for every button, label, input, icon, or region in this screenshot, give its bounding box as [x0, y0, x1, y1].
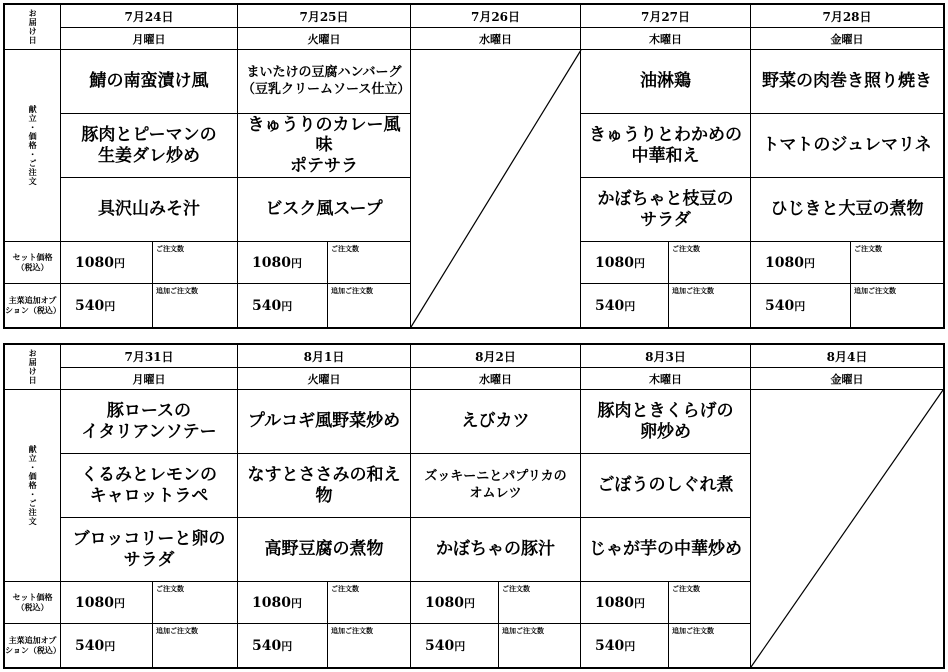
weekday-text: 金曜日	[830, 32, 864, 46]
dish-name: えびカツ	[461, 411, 530, 432]
date-text: 8月4日	[826, 349, 868, 364]
dish-cell	[238, 454, 411, 518]
dish-name: ズッキーニとパプリカの オムレツ	[424, 469, 567, 501]
set-price-value: 1080	[252, 594, 291, 611]
dish-name: ごぼうのしぐれ煮	[597, 475, 734, 496]
yen-unit: 円	[281, 639, 293, 653]
dish-name: かぼちゃの豚汁	[436, 539, 555, 560]
yen-unit: 円	[104, 639, 116, 653]
extra-order-count-label: 追加ご注文数	[672, 286, 714, 295]
dish-cell	[238, 114, 411, 178]
extra-order-count-label: 追加ご注文数	[156, 286, 198, 295]
option-price	[411, 624, 499, 667]
weekday	[238, 368, 411, 390]
option-label	[5, 624, 61, 667]
date-text: 7月26日	[470, 9, 521, 24]
option-price-value: 540	[595, 637, 625, 654]
dish-cell	[581, 518, 751, 582]
dish-name: かぼちゃと枝豆の サラダ	[597, 189, 734, 230]
dish-cell	[751, 114, 943, 178]
order-count-field[interactable]	[669, 242, 751, 284]
dish-cell	[61, 178, 238, 242]
extra-order-count-field[interactable]	[669, 284, 751, 327]
weekday-text: 火曜日	[307, 372, 341, 386]
dish-cell	[751, 50, 943, 114]
diagonal-line	[751, 390, 943, 667]
date-text: 7月27日	[640, 9, 691, 24]
weekday-text: 火曜日	[307, 32, 341, 46]
dish-cell	[411, 454, 581, 518]
dish-name: なすとささみの和え物	[247, 465, 401, 506]
weekday	[411, 368, 581, 390]
yen-unit: 円	[794, 299, 806, 313]
weekday	[751, 368, 943, 390]
delivery-date	[751, 5, 943, 28]
delivery-date	[751, 345, 943, 368]
set-price	[61, 582, 153, 624]
option-price	[581, 284, 669, 327]
yen-unit: 円	[633, 256, 645, 270]
option-price-value: 540	[765, 297, 795, 314]
set-price-label-text: セット価格（税込）	[12, 592, 53, 612]
extra-order-count-label: 追加ご注文数	[156, 626, 198, 635]
option-price-value: 540	[425, 637, 455, 654]
dish-name: プルコギ風野菜炒め	[247, 411, 401, 432]
order-count-label: ご注文数	[331, 584, 359, 593]
order-count-label: ご注文数	[672, 584, 700, 593]
option-price-value: 540	[252, 297, 282, 314]
week-table	[3, 3, 945, 329]
extra-order-count-label: 追加ご注文数	[502, 626, 544, 635]
order-count-label: ご注文数	[502, 584, 530, 593]
delivery-date	[411, 5, 581, 28]
yen-unit: 円	[281, 299, 293, 313]
set-price-value: 1080	[425, 594, 464, 611]
dish-cell	[61, 50, 238, 114]
set-price	[751, 242, 851, 284]
weekday-text: 月曜日	[132, 372, 166, 386]
delivery-date-label	[5, 5, 61, 50]
option-label-text: 主菜追加オプション（税込）	[5, 295, 61, 315]
dish-cell	[61, 454, 238, 518]
yen-unit: 円	[633, 596, 645, 610]
option-price-value: 540	[252, 637, 282, 654]
dish-cell	[61, 518, 238, 582]
set-price	[581, 242, 669, 284]
weekday-text: 水曜日	[479, 372, 512, 386]
extra-order-count-label: 追加ご注文数	[854, 286, 896, 295]
delivery-date-text: お届け日	[28, 349, 39, 385]
dish-name: 高野豆腐の煮物	[264, 539, 384, 560]
dish-cell	[238, 50, 411, 114]
weekday-text: 木曜日	[649, 372, 682, 386]
dish-name: ブロッコリーと卵の サラダ	[72, 529, 226, 570]
dish-name: ビスク風スープ	[265, 199, 383, 220]
extra-order-count-field[interactable]	[328, 624, 411, 667]
dish-name: きゅうりとわかめの 中華和え	[589, 125, 742, 166]
extra-order-count-field[interactable]	[153, 624, 238, 667]
option-label-text: 主菜追加オプション（税込）	[5, 635, 61, 655]
dish-name: 油淋鶏	[640, 71, 691, 92]
weekday	[411, 28, 581, 50]
menu-price-order-text: 献立・価格・ご注文	[28, 105, 39, 186]
set-price	[581, 582, 669, 624]
dish-cell	[581, 114, 751, 178]
set-price-value: 1080	[75, 254, 114, 271]
delivery-date	[581, 5, 751, 28]
weekday-text: 木曜日	[649, 32, 682, 46]
yen-unit: 円	[803, 256, 815, 270]
dish-name: まいたけの豆腐ハンバーグ （豆乳クリームソース仕立）	[242, 65, 411, 97]
set-price-value: 1080	[595, 254, 634, 271]
set-price	[238, 582, 328, 624]
dish-name: 豚肉とピーマンの 生姜ダレ炒め	[81, 125, 217, 166]
dish-cell	[581, 178, 751, 242]
set-price-value: 1080	[765, 254, 804, 271]
yen-unit: 円	[104, 299, 116, 313]
order-count-field[interactable]	[153, 582, 238, 624]
dish-name: ひじきと大豆の煮物	[770, 199, 924, 220]
order-count-label: ご注文数	[331, 244, 359, 253]
option-price-value: 540	[595, 297, 625, 314]
order-count-field[interactable]	[669, 582, 751, 624]
set-price	[411, 582, 499, 624]
extra-order-count-label: 追加ご注文数	[672, 626, 714, 635]
extra-order-count-field[interactable]	[851, 284, 943, 327]
yen-unit: 円	[290, 256, 302, 270]
set-price-label-text: セット価格（税込）	[12, 252, 53, 272]
menu-price-order-label	[5, 50, 61, 242]
option-price	[751, 284, 851, 327]
dish-cell	[238, 178, 411, 242]
option-price-value: 540	[75, 297, 105, 314]
option-price	[238, 624, 328, 667]
weekday	[581, 368, 751, 390]
order-count-label: ご注文数	[156, 244, 184, 253]
yen-unit: 円	[624, 639, 636, 653]
weekday	[751, 28, 943, 50]
set-price-value: 1080	[75, 594, 114, 611]
dish-name: じゃが芋の中華炒め	[589, 539, 742, 560]
option-price-value: 540	[75, 637, 105, 654]
order-count-label: ご注文数	[854, 244, 882, 253]
date-text: 8月1日	[303, 349, 345, 364]
option-price	[61, 284, 153, 327]
delivery-date-label	[5, 345, 61, 390]
dish-cell	[61, 114, 238, 178]
dish-cell	[581, 50, 751, 114]
dish-name: きゅうりのカレー風味 ポテサラ	[247, 114, 401, 176]
menu-price-order-label	[5, 390, 61, 582]
dish-name: 野菜の肉巻き照り焼き	[762, 71, 932, 92]
delivery-date	[238, 5, 411, 28]
date-text: 8月3日	[645, 349, 686, 364]
yen-unit: 円	[113, 256, 125, 270]
date-text: 7月31日	[124, 349, 174, 364]
dish-name: くるみとレモンの キャロットラペ	[81, 465, 217, 506]
dish-cell	[581, 454, 751, 518]
dish-cell	[581, 390, 751, 454]
option-price	[581, 624, 669, 667]
diagonal-line	[411, 50, 581, 327]
weekday	[581, 28, 751, 50]
weekday	[61, 368, 238, 390]
set-price	[61, 242, 153, 284]
option-price	[61, 624, 153, 667]
dish-name: 鯖の南蛮漬け風	[89, 71, 209, 92]
weekday	[61, 28, 238, 50]
order-count-field[interactable]	[851, 242, 943, 284]
delivery-date	[238, 345, 411, 368]
weekday-text: 水曜日	[479, 32, 512, 46]
dish-name: 豚ロースの イタリアンソテー	[81, 401, 217, 442]
week-table	[3, 343, 945, 669]
weekday-text: 金曜日	[830, 372, 864, 386]
delivery-date	[581, 345, 751, 368]
dish-cell	[411, 518, 581, 582]
extra-order-count-field[interactable]	[669, 624, 751, 667]
dish-cell	[411, 390, 581, 454]
option-price	[238, 284, 328, 327]
yen-unit: 円	[113, 596, 125, 610]
set-price-label	[5, 242, 61, 284]
date-text: 7月25日	[299, 9, 349, 24]
no-delivery-cell	[411, 50, 581, 327]
extra-order-count-field[interactable]	[153, 284, 238, 327]
date-text: 7月24日	[124, 9, 174, 24]
set-price-value: 1080	[595, 594, 634, 611]
option-label	[5, 284, 61, 327]
order-count-field[interactable]	[328, 582, 411, 624]
weekday	[238, 28, 411, 50]
yen-unit: 円	[290, 596, 302, 610]
no-delivery-slash	[411, 50, 581, 327]
extra-order-count-label: 追加ご注文数	[331, 626, 373, 635]
dish-name: 具沢山みそ汁	[98, 199, 200, 220]
dish-name: 豚肉ときくらげの 卵炒め	[597, 401, 734, 442]
date-text: 8月2日	[475, 349, 516, 364]
order-count-field[interactable]	[328, 242, 411, 284]
dish-cell	[238, 518, 411, 582]
dish-name: トマトのジュレマリネ	[762, 135, 932, 156]
yen-unit: 円	[454, 639, 466, 653]
no-delivery-cell	[751, 390, 943, 667]
no-delivery-slash	[751, 390, 943, 667]
extra-order-count-field[interactable]	[328, 284, 411, 327]
date-text: 7月28日	[822, 9, 872, 24]
delivery-date	[411, 345, 581, 368]
yen-unit: 円	[624, 299, 636, 313]
menu-price-order-text: 献立・価格・ご注文	[28, 445, 39, 526]
delivery-date	[61, 345, 238, 368]
dish-cell	[751, 178, 943, 242]
dish-cell	[238, 390, 411, 454]
set-price	[238, 242, 328, 284]
delivery-date-text: お届け日	[28, 9, 39, 45]
dish-cell	[61, 390, 238, 454]
extra-order-count-field[interactable]	[499, 624, 581, 667]
order-count-field[interactable]	[499, 582, 581, 624]
weekday-text: 月曜日	[132, 32, 166, 46]
set-price-label	[5, 582, 61, 624]
yen-unit: 円	[463, 596, 475, 610]
set-price-value: 1080	[252, 254, 291, 271]
order-count-label: ご注文数	[672, 244, 700, 253]
delivery-date	[61, 5, 238, 28]
order-count-field[interactable]	[153, 242, 238, 284]
extra-order-count-label: 追加ご注文数	[331, 286, 373, 295]
order-count-label: ご注文数	[156, 584, 184, 593]
